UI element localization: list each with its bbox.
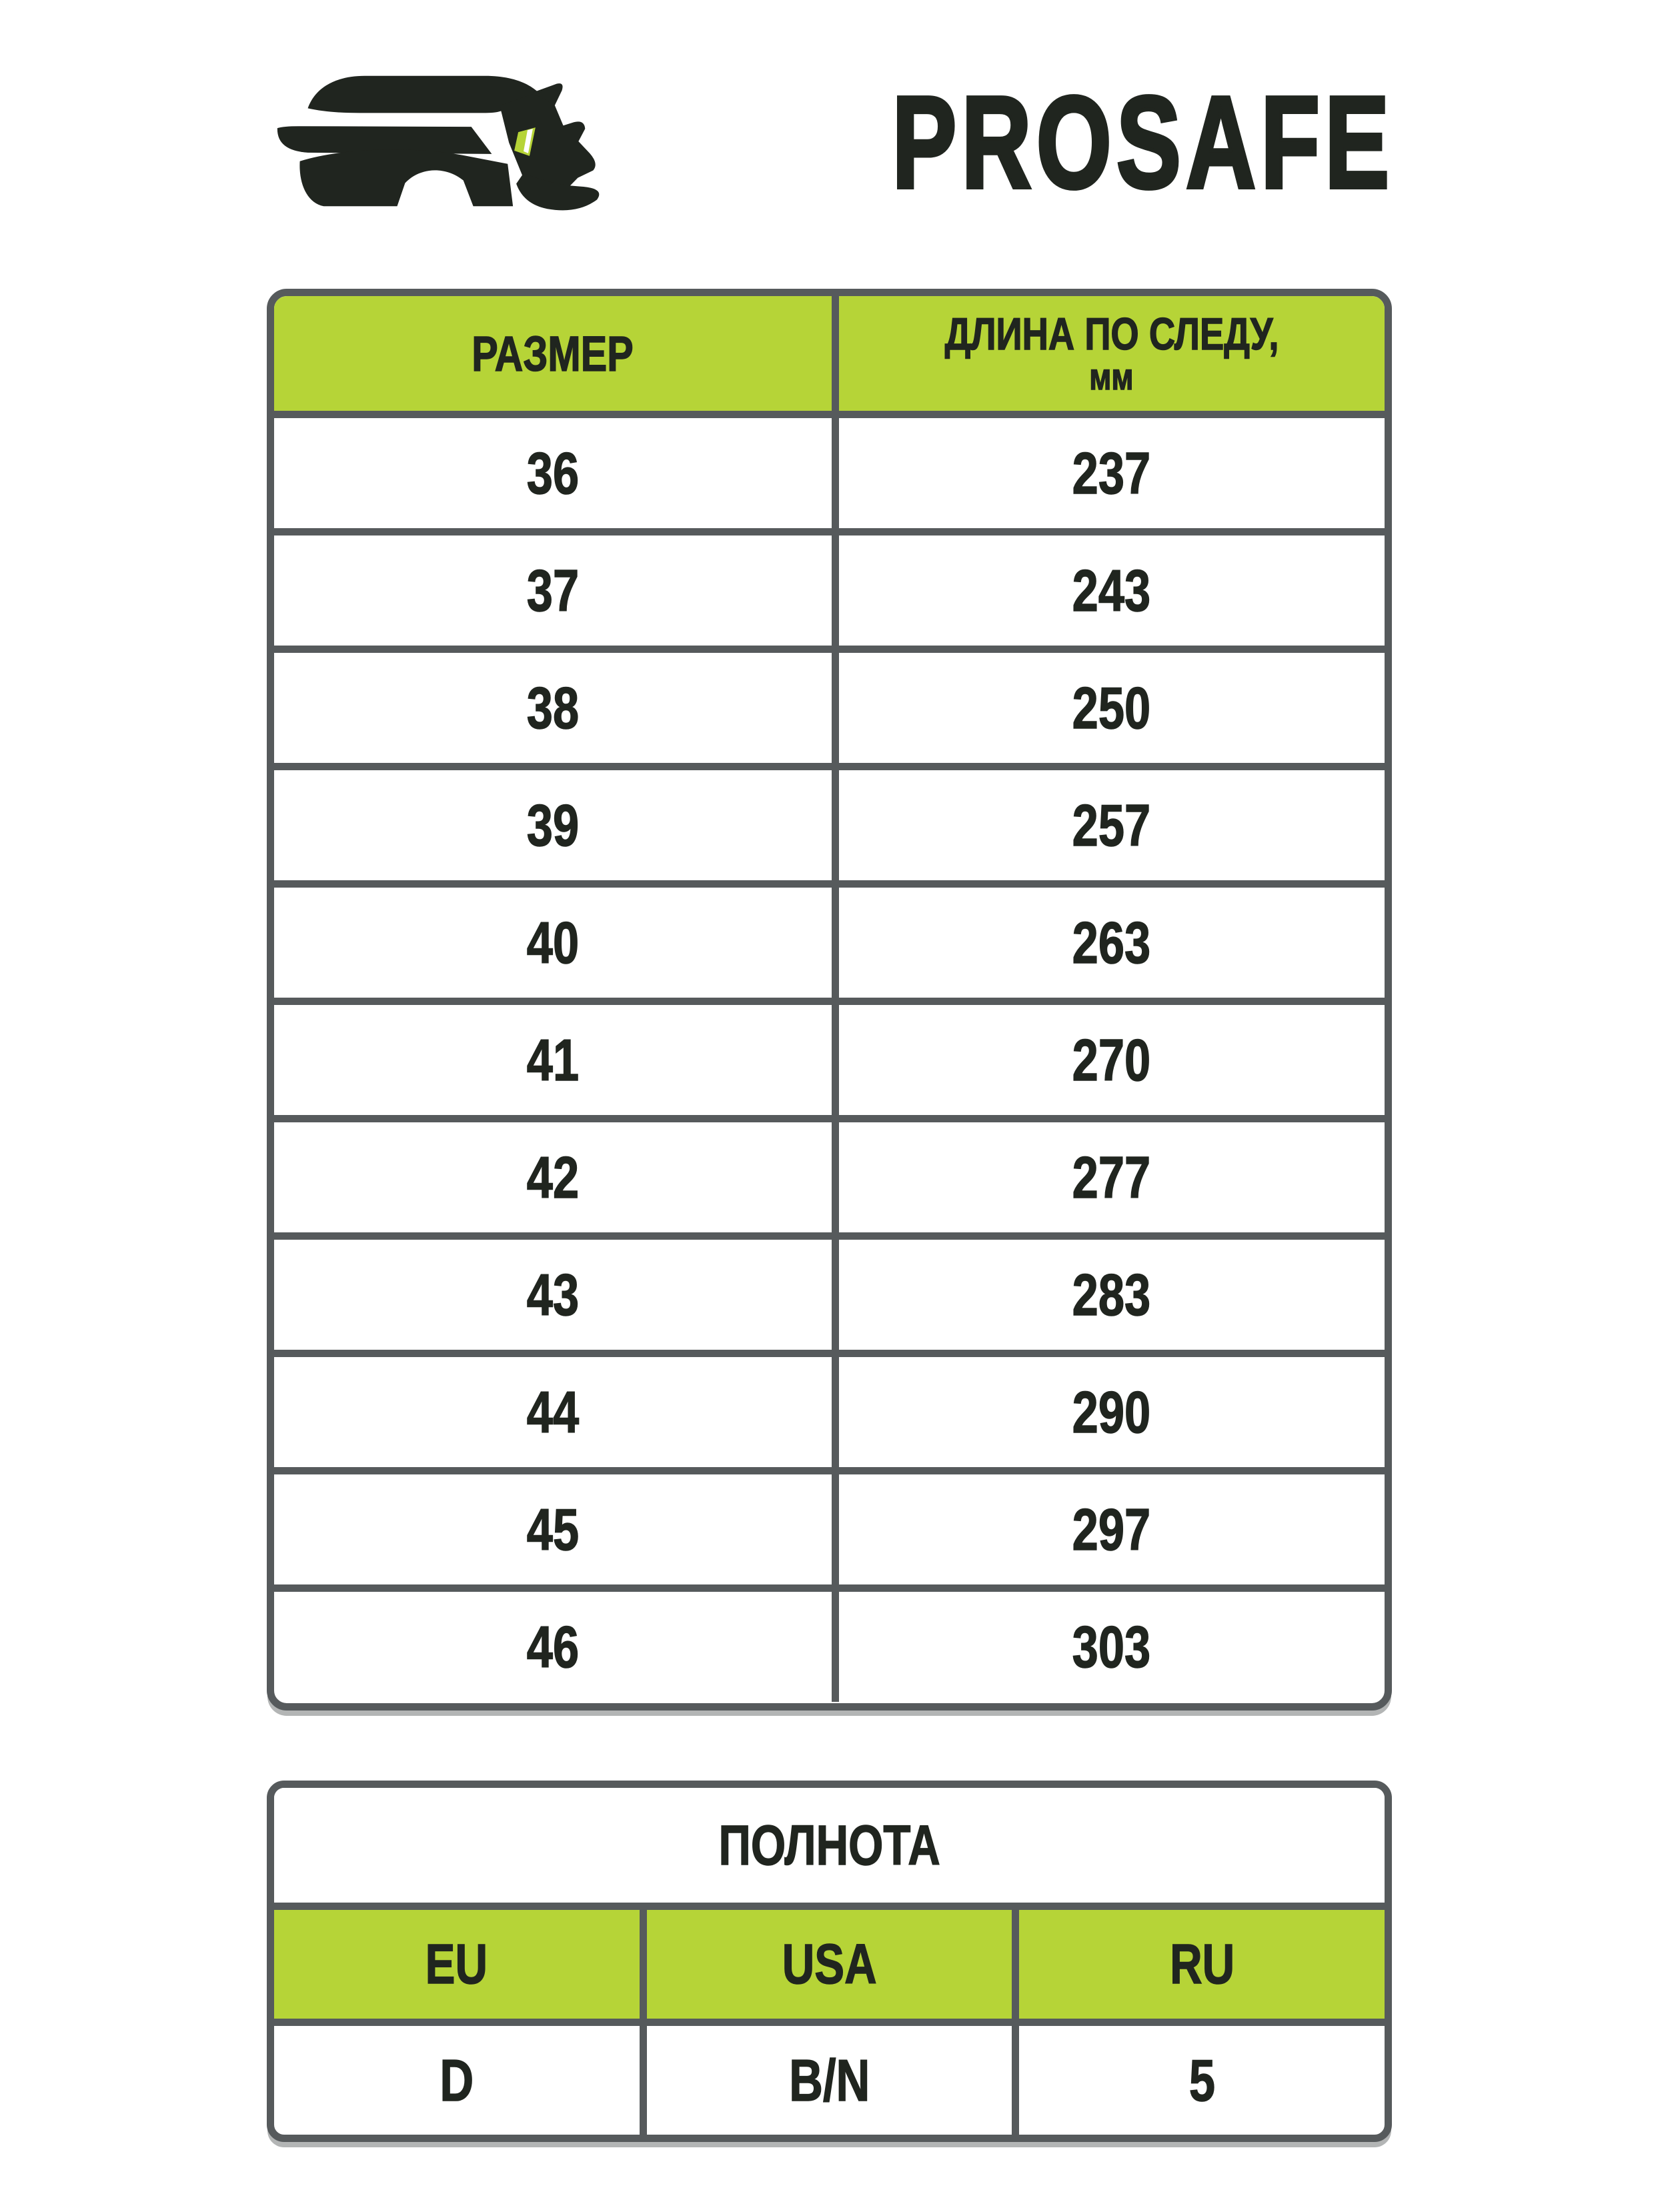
size-value: 36	[526, 439, 580, 506]
ru-width-value-cell	[1012, 2026, 1385, 2135]
size-value: 43	[526, 1261, 580, 1328]
ru-column-header-cell	[1012, 1910, 1385, 2019]
size-cell	[274, 1357, 832, 1467]
size-value: 40	[526, 909, 580, 976]
length-value: 297	[1072, 1496, 1151, 1562]
size-column-header: РАЗМЕР	[472, 325, 634, 381]
size-table-row	[274, 411, 1385, 528]
length-value: 290	[1072, 1378, 1151, 1445]
brand-wordmark: PROSAFE	[892, 69, 1394, 215]
size-table-header-row	[274, 296, 1385, 411]
eu-column-header-cell	[274, 1910, 640, 2019]
fullness-header-row	[274, 1903, 1385, 2019]
length-cell	[832, 653, 1385, 763]
length-column-header: ДЛИНА ПО СЛЕДУ,	[944, 309, 1279, 360]
length-cell	[832, 418, 1385, 528]
size-value: 44	[526, 1378, 580, 1445]
size-cell	[274, 770, 832, 880]
length-value: 303	[1072, 1613, 1151, 1680]
length-cell	[832, 1005, 1385, 1115]
length-cell	[832, 770, 1385, 880]
size-value: 42	[526, 1144, 580, 1210]
ru-column-header: RU	[1169, 1933, 1234, 1995]
size-table-row	[274, 998, 1385, 1115]
length-column-header-cell	[832, 296, 1385, 411]
size-table-row	[274, 1115, 1385, 1232]
rhino-logo-icon	[267, 72, 611, 213]
size-table-row	[274, 763, 1385, 880]
size-cell	[274, 418, 832, 528]
size-cell	[274, 1005, 832, 1115]
size-table-row	[274, 646, 1385, 763]
size-cell	[274, 1240, 832, 1350]
length-cell	[832, 1357, 1385, 1467]
brand-header	[267, 64, 1394, 221]
length-unit-label: мм	[1089, 355, 1134, 397]
length-cell	[832, 1474, 1385, 1584]
length-cell	[832, 535, 1385, 646]
length-value: 263	[1072, 909, 1151, 976]
length-cell	[832, 1240, 1385, 1350]
fullness-table	[267, 1781, 1392, 2142]
length-value: 257	[1072, 792, 1151, 858]
size-table-row	[274, 1584, 1385, 1702]
length-value: 250	[1072, 674, 1151, 741]
size-cell	[274, 535, 832, 646]
length-value: 283	[1072, 1261, 1151, 1328]
size-table-body	[274, 411, 1385, 1702]
size-table	[267, 289, 1392, 1711]
size-cell	[274, 1474, 832, 1584]
size-table-row	[274, 1350, 1385, 1467]
size-cell	[274, 1592, 832, 1702]
size-cell	[274, 888, 832, 998]
size-value: 41	[526, 1026, 580, 1093]
fullness-title: ПОЛНОТА	[718, 1813, 940, 1877]
eu-column-header: EU	[426, 1933, 488, 1995]
size-table-row	[274, 528, 1385, 646]
eu-width-value-cell	[274, 2026, 640, 2135]
usa-width-value: B/N	[788, 2047, 870, 2113]
eu-width-value: D	[440, 2047, 474, 2113]
length-value: 237	[1072, 439, 1151, 506]
size-value: 38	[526, 674, 580, 741]
size-cell	[274, 1122, 832, 1232]
length-cell	[832, 888, 1385, 998]
size-cell	[274, 653, 832, 763]
size-value: 45	[526, 1496, 580, 1562]
fullness-title-row	[274, 1788, 1385, 1903]
length-value: 270	[1072, 1026, 1151, 1093]
ru-width-value: 5	[1188, 2047, 1215, 2113]
size-value: 39	[526, 792, 580, 858]
size-column-header-cell	[274, 296, 832, 411]
size-value: 37	[526, 557, 580, 624]
length-cell	[832, 1592, 1385, 1702]
size-table-row	[274, 1232, 1385, 1350]
length-value: 277	[1072, 1144, 1151, 1210]
usa-column-header: USA	[782, 1933, 877, 1995]
length-value: 243	[1072, 557, 1151, 624]
size-value: 46	[526, 1613, 580, 1680]
fullness-value-row	[274, 2019, 1385, 2135]
usa-width-value-cell	[640, 2026, 1012, 2135]
size-table-row	[274, 1467, 1385, 1584]
usa-column-header-cell	[640, 1910, 1012, 2019]
length-cell	[832, 1122, 1385, 1232]
size-table-row	[274, 880, 1385, 998]
